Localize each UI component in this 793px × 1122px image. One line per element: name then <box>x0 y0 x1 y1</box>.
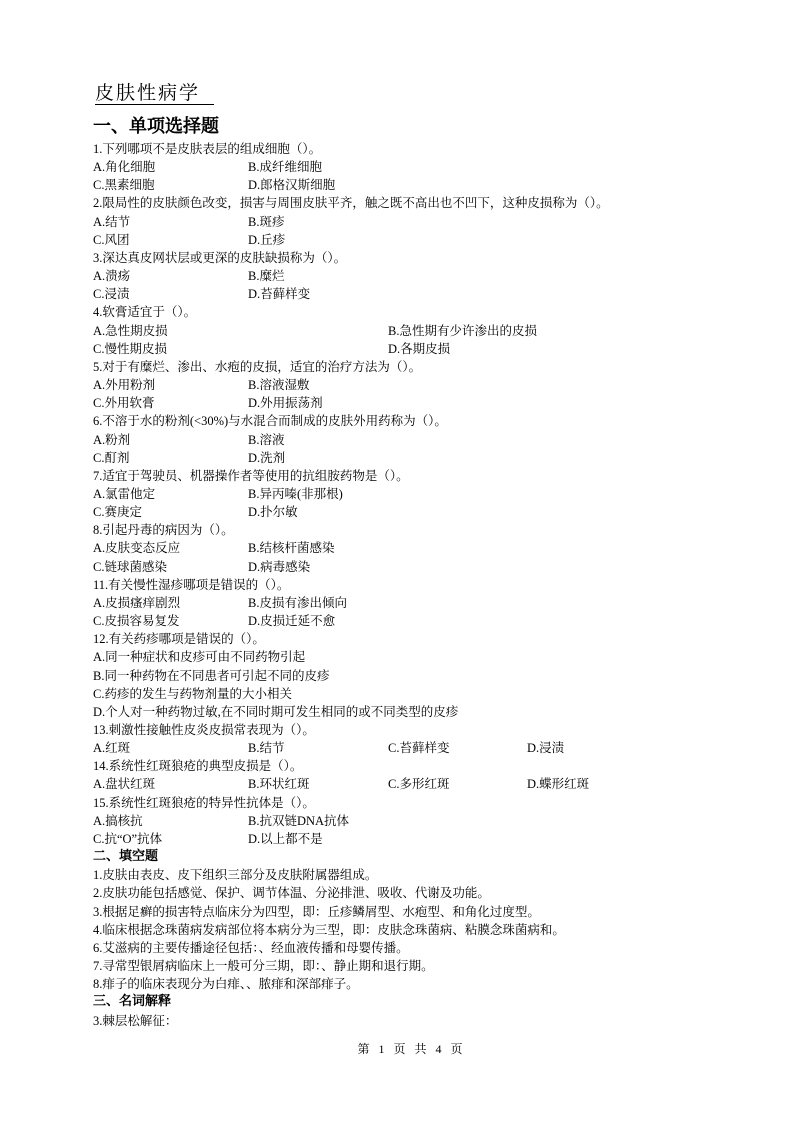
question-stem: 4.软膏适宜于（）。 <box>93 305 197 320</box>
fill-blank-item: 8.痱子的临床表现分为白痱、、脓痱和深部痱子。 <box>93 977 359 992</box>
option-row <box>93 176 713 194</box>
document-title: 皮肤性病学 <box>95 82 214 105</box>
question-stem: 3.深达真皮网状层或更深的皮肤缺损称为（）。 <box>93 250 347 265</box>
option-d: D.以上都不是 <box>248 831 323 846</box>
option-d: D.外用振荡剂 <box>248 396 323 411</box>
option-row <box>93 812 713 830</box>
option-row <box>93 340 713 358</box>
option-row <box>93 231 713 249</box>
option-b: B.急性期有少许渗出的皮损 <box>388 323 537 338</box>
option-c: C.黑素细胞 <box>93 178 155 193</box>
option-c: C.苔藓样变 <box>388 741 450 756</box>
option-row <box>93 376 713 394</box>
option-c: C.外用软膏 <box>93 396 155 411</box>
option-row <box>93 558 713 576</box>
option-b: B.结节 <box>248 741 285 756</box>
option-row <box>93 612 713 630</box>
question-stem: 8.引起丹毒的病因为（）。 <box>93 523 234 538</box>
option-d: D.浸渍 <box>527 741 565 756</box>
option-row <box>93 594 713 612</box>
option-a: A.皮损瘙痒剧烈 <box>93 595 181 610</box>
option-a: A.氯雷他定 <box>93 486 156 501</box>
option-row <box>93 830 713 848</box>
page-number-footer: 第 1 页 共 4 页 <box>357 1042 466 1056</box>
option-d: D.扑尔敏 <box>248 505 298 520</box>
question-stem: 7.适宜于驾驶员、机器操作者等使用的抗组胺药物是（）。 <box>93 468 409 483</box>
fill-blank-item: 1.皮肤由表皮、皮下组织三部分及皮肤附属器组成。 <box>93 868 378 883</box>
fill-blank-item: 7.寻常型银屑病临床上一般可分三期，即：、静止期和退行期。 <box>93 959 434 974</box>
option-b: B.斑疹 <box>248 214 285 229</box>
option-d: D.个人对一种药物过敏,在不同时期可发生相同的或不同类型的皮疹 <box>93 704 459 719</box>
option-a: A.粉剂 <box>93 432 131 447</box>
option-c: C.慢性期皮损 <box>93 341 167 356</box>
option-d: D.蝶形红斑 <box>527 777 590 792</box>
section-heading-term-definition: 三、名词解释 <box>93 994 172 1010</box>
option-b: B.抗双链DNA抗体 <box>248 813 350 828</box>
option-a: A.盘状红斑 <box>93 777 156 792</box>
option-c: C.浸渍 <box>93 287 130 302</box>
fill-blank-item: 4.临床根据念珠菌病发病部位将本病分为三型，即：皮肤念珠菌病、粘膜念珠菌病和。 <box>93 922 565 937</box>
question-stem: 6.不溶于水的粉剂(<30%)与水混合而制成的皮肤外用药称为（）。 <box>93 414 447 429</box>
option-d: D.苔藓样变 <box>248 287 311 302</box>
question-stem: 1.下列哪项不是皮肤表层的组成细胞（）。 <box>93 142 322 156</box>
fill-blank-item: 2.皮肤功能包括感觉、保护、调节体温、分泌排泄、吸收、代谢及功能。 <box>93 886 490 901</box>
option-row <box>93 213 713 231</box>
option-a: A.搞核抗 <box>93 813 143 828</box>
fill-blank-item: 6.艾滋病的主要传播途径包括：、经血液传播和母婴传播。 <box>93 940 409 955</box>
option-d: D.病毒感染 <box>248 559 311 574</box>
option-b: B.溶液湿敷 <box>248 378 310 393</box>
option-a: A.外用粉剂 <box>93 378 156 393</box>
option-row <box>93 431 713 449</box>
option-c: C.皮损容易复发 <box>93 614 180 629</box>
option-d: D.各期皮损 <box>388 341 451 356</box>
question-stem: 14.系统性红斑狼疮的典型皮损是（）。 <box>93 759 303 774</box>
question-stem: 5.对于有糜烂、渗出、水疱的皮损，适宜的治疗方法为（）。 <box>93 359 422 374</box>
option-b: B.同一种药物在不同患者可引起不同的皮疹 <box>93 668 330 683</box>
option-b: B.环状红斑 <box>248 777 310 792</box>
option-b: B.糜烂 <box>248 269 285 284</box>
option-b: B.结核杆菌感染 <box>248 541 335 556</box>
document-content <box>93 140 713 1030</box>
option-a: A.结节 <box>93 214 131 229</box>
option-a: A.溃疡 <box>93 269 131 284</box>
option-row <box>93 322 713 340</box>
option-row <box>93 394 713 412</box>
option-d: D.丘疹 <box>248 232 286 247</box>
option-d: D.郎格汉斯细胞 <box>248 178 336 193</box>
option-row <box>93 267 713 285</box>
option-row <box>93 285 713 303</box>
option-a: A.皮肤变态反应 <box>93 541 181 556</box>
option-a: A.红斑 <box>93 741 131 756</box>
option-a: A.角化细胞 <box>93 160 156 175</box>
option-row <box>93 485 713 503</box>
option-b: B.成纤维细胞 <box>248 160 322 175</box>
option-d: D.洗剂 <box>248 450 286 465</box>
question-stem: 12.有关药疹哪项是错误的（）。 <box>93 632 265 647</box>
option-b: B.皮损有渗出倾向 <box>248 595 347 610</box>
fill-blank-item: 3.根据足癣的损害特点临床分为四型，即：丘疹鳞屑型、水疱型、和角化过度型。 <box>93 904 540 919</box>
option-c: C.抗“O”抗体 <box>93 831 163 846</box>
section-heading-single-choice: 一、单项选择题 <box>93 116 219 137</box>
option-c: C.酊剂 <box>93 450 130 465</box>
option-d: D.皮损迁延不愈 <box>248 614 336 629</box>
option-row <box>93 158 713 176</box>
option-row <box>93 775 713 793</box>
option-row <box>93 449 713 467</box>
term-definition-item: 3.棘层松解征： <box>93 1013 178 1028</box>
option-c: C.风团 <box>93 232 130 247</box>
option-a: A.同一种症状和皮疹可由不同药物引起 <box>93 650 306 665</box>
question-stem: 11.有关慢性湿疹哪项是错误的（）。 <box>93 577 290 592</box>
section-heading-fill-blank: 二、填空题 <box>93 849 159 865</box>
option-b: B.异丙嗪(非那根) <box>248 486 343 501</box>
option-b: B.溶液 <box>248 432 285 447</box>
option-row <box>93 503 713 521</box>
option-row <box>93 739 713 757</box>
option-c: C.多形红斑 <box>388 777 450 792</box>
option-c: C.药疹的发生与药物剂量的大小相关 <box>93 686 292 701</box>
question-stem: 2.限局性的皮肤颜色改变，损害与周围皮肤平齐，触之既不高出也不凹下，这种皮损称为（）。 <box>93 196 609 211</box>
question-stem: 13.刺激性接触性皮炎皮损常表现为（）。 <box>93 723 315 737</box>
option-a: A.急性期皮损 <box>93 323 168 338</box>
option-c: C.链球菌感染 <box>93 559 167 574</box>
option-c: C.赛庚定 <box>93 505 142 520</box>
option-row <box>93 539 713 557</box>
question-stem: 15.系统性红斑狼疮的特异性抗体是（）。 <box>93 795 315 810</box>
